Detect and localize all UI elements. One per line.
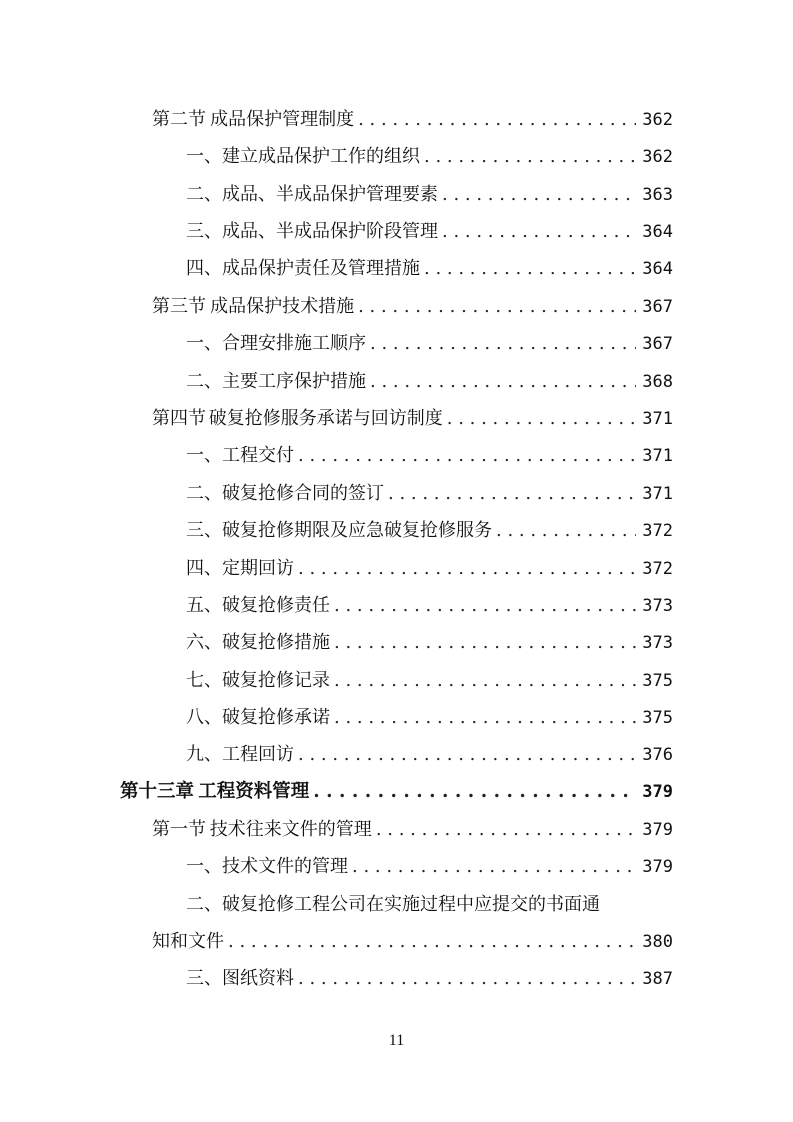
toc-page-number: 373 — [642, 596, 673, 616]
dot-leader — [334, 591, 636, 621]
toc-page-number: 379 — [642, 782, 673, 802]
toc-title: 破复抢修服务承诺与回访制度 — [208, 408, 443, 429]
dot-leader — [376, 815, 636, 845]
toc-number: 四、 — [186, 558, 222, 579]
toc-entry[interactable] — [186, 441, 673, 471]
toc-entry[interactable] — [152, 404, 673, 434]
toc-page-number: 362 — [642, 110, 673, 130]
dot-leader — [358, 292, 636, 322]
toc-number: 二、 — [186, 894, 222, 915]
toc-number: 第十三章 — [120, 781, 195, 802]
dot-leader — [447, 404, 637, 434]
toc-entry[interactable] — [186, 703, 673, 733]
toc-page-number: 371 — [642, 409, 673, 429]
toc-entry[interactable] — [152, 815, 673, 845]
toc-entry[interactable] — [186, 628, 673, 658]
toc-number: 五、 — [186, 595, 222, 616]
dot-leader — [442, 217, 636, 247]
toc-entry[interactable] — [186, 890, 673, 920]
toc-page-number: 364 — [642, 259, 673, 279]
toc-title: 破复抢修记录 — [222, 670, 330, 691]
toc-entry[interactable] — [186, 554, 673, 584]
toc-entry[interactable] — [186, 142, 673, 172]
toc-title: 破复抢修承诺 — [222, 707, 330, 728]
toc-title: 图纸资料 — [222, 968, 294, 989]
toc-title: 成品、半成品保护阶段管理 — [222, 221, 438, 242]
dot-leader — [298, 554, 636, 584]
dot-leader — [334, 703, 636, 733]
dot-leader — [496, 516, 636, 546]
dot-leader — [334, 666, 636, 696]
toc-page-number: 379 — [642, 857, 673, 877]
toc-page-number: 372 — [642, 521, 673, 541]
toc-title: 成品、半成品保护管理要素 — [222, 184, 438, 205]
toc-number: 三、 — [186, 221, 222, 242]
toc-title: 成品保护技术措施 — [210, 296, 355, 317]
toc-entry[interactable] — [186, 516, 673, 546]
toc-number: 七、 — [186, 670, 222, 691]
dot-leader — [334, 628, 636, 658]
toc-entry[interactable] — [186, 479, 673, 509]
dot-leader — [228, 927, 636, 957]
toc-entry[interactable] — [186, 591, 673, 621]
toc-number: 六、 — [186, 632, 222, 653]
toc-entry[interactable] — [186, 964, 673, 994]
toc-entry[interactable] — [186, 254, 673, 284]
toc-page-number: 376 — [642, 745, 673, 765]
toc-title: 工程回访 — [222, 744, 294, 765]
toc-number: 一、 — [186, 333, 222, 354]
toc-entry[interactable] — [186, 329, 673, 359]
toc-title: 破复抢修措施 — [222, 632, 330, 653]
toc-page-number: 375 — [642, 708, 673, 728]
toc-entry[interactable] — [186, 180, 673, 210]
toc-number: 二、 — [186, 483, 222, 504]
footer-page-number: 11 — [388, 1032, 405, 1049]
toc-title: 技术文件的管理 — [222, 856, 348, 877]
toc-page-number: 368 — [642, 372, 673, 392]
toc-page-number: 364 — [642, 222, 673, 242]
toc-entry[interactable] — [186, 852, 673, 882]
dot-leader — [358, 105, 636, 135]
toc-page-number: 367 — [642, 297, 673, 317]
toc-page-number: 375 — [642, 671, 673, 691]
toc-page-number: 363 — [642, 185, 673, 205]
toc-number: 二、 — [186, 371, 222, 392]
toc-title: 合理安排施工顺序 — [222, 333, 366, 354]
toc-page-number: 387 — [642, 969, 673, 989]
toc-title: 知和文件 — [152, 931, 224, 952]
toc-entry[interactable] — [186, 740, 673, 770]
toc-number: 九、 — [186, 744, 222, 765]
toc-title: 工程交付 — [222, 445, 294, 466]
toc-page-number: 367 — [642, 334, 673, 354]
dot-leader — [370, 367, 636, 397]
dot-leader — [424, 142, 636, 172]
toc-number: 第二节 — [152, 109, 206, 130]
toc-title: 破复抢修期限及应急破复抢修服务 — [222, 520, 492, 541]
toc-title: 成品保护责任及管理措施 — [222, 258, 420, 279]
dot-leader — [298, 740, 636, 770]
toc-chapter-entry[interactable] — [120, 777, 673, 807]
dot-leader — [352, 852, 636, 882]
toc-number: 八、 — [186, 707, 222, 728]
dot-leader — [442, 180, 636, 210]
toc-page-number: 362 — [642, 147, 673, 167]
toc-title: 成品保护管理制度 — [210, 109, 355, 130]
toc-entry[interactable] — [152, 105, 673, 135]
toc-number: 一、 — [186, 445, 222, 466]
toc-number: 第三节 — [152, 296, 206, 317]
toc-entry[interactable] — [186, 217, 673, 247]
toc-page-number: 379 — [642, 820, 673, 840]
toc-page-number: 372 — [642, 559, 673, 579]
toc-number: 一、 — [186, 856, 222, 877]
dot-leader — [313, 777, 636, 807]
dot-leader — [424, 254, 636, 284]
dot-leader — [388, 479, 636, 509]
toc-title: 工程资料管理 — [198, 781, 310, 802]
toc-title: 破复抢修合同的签订 — [222, 483, 384, 504]
dot-leader — [298, 441, 636, 471]
toc-page-number: 373 — [642, 633, 673, 653]
toc-page-number: 371 — [642, 484, 673, 504]
toc-entry[interactable] — [186, 367, 673, 397]
toc-title: 定期回访 — [222, 558, 294, 579]
toc-number: 一、 — [186, 146, 222, 167]
toc-number: 三、 — [186, 968, 222, 989]
toc-entry[interactable] — [186, 666, 673, 696]
toc-entry-continuation[interactable] — [152, 927, 673, 957]
toc-number: 三、 — [186, 520, 222, 541]
toc-page-number: 371 — [642, 446, 673, 466]
toc-number: 第一节 — [152, 819, 206, 840]
toc-entry[interactable] — [152, 292, 673, 322]
toc-title: 技术往来文件的管理 — [209, 819, 372, 840]
toc-title: 主要工序保护措施 — [222, 371, 366, 392]
toc-number: 四、 — [186, 258, 222, 279]
toc-title: 破复抢修责任 — [222, 595, 330, 616]
toc-number: 第四节 — [152, 408, 206, 429]
toc-title: 建立成品保护工作的组织 — [222, 146, 420, 167]
toc-page-number: 380 — [642, 932, 673, 952]
toc-number: 二、 — [186, 184, 222, 205]
toc-title: 破复抢修工程公司在实施过程中应提交的书面通 — [222, 894, 600, 915]
dot-leader — [298, 964, 636, 994]
dot-leader — [370, 329, 636, 359]
